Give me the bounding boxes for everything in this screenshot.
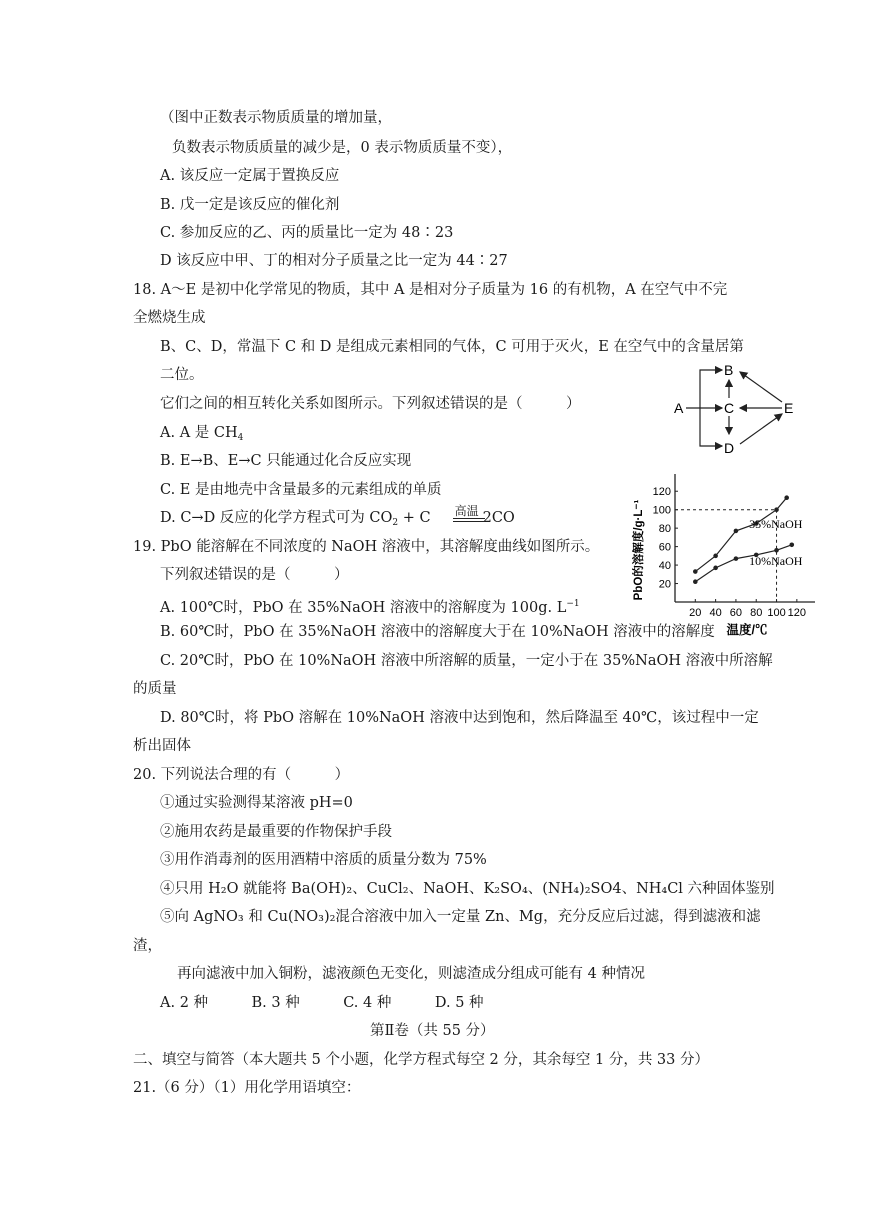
q19-stem-line1: 19. PbO 能溶解在不同浓度的 NaOH 溶液中，其溶解度曲线如图所示。 xyxy=(133,539,600,555)
chart-data-point xyxy=(713,554,718,559)
q18-stem-line1: 18. A～E 是初中化学常见的物质，其中 A 是相对分子质量为 16 的有机物，A 在空气中不完 xyxy=(133,282,728,298)
chart-data-point xyxy=(784,495,789,500)
solubility-chart xyxy=(625,470,825,640)
q20-stem: 20. 下列说法合理的有（ ） xyxy=(133,767,350,783)
arrow-a-to-b xyxy=(700,370,722,408)
chart-series-label: 10%NaOH xyxy=(749,554,803,569)
q19-option-c-line1: C. 20℃时，PbO 在 10%NaOH 溶液中所溶解的质量，一定小于在 35%NaOH 溶液中所溶解 xyxy=(160,653,773,669)
chart-data-point xyxy=(734,529,739,534)
q20-statement-2: ②施用农药是最重要的作物保护手段 xyxy=(160,824,392,840)
q19-option-b: B. 60℃时，PbO 在 35%NaOH 溶液中的溶解度大于在 10%NaOH 溶液中的溶解度 xyxy=(160,624,715,640)
q17-note-line1: （图中正数表示物质质量的增加量， xyxy=(160,110,392,126)
q18-condition-label: 高温 xyxy=(454,504,479,518)
chart-x-tick-label: 100 xyxy=(767,607,786,619)
q20-statement-5-line2: 渣， xyxy=(133,938,162,954)
chart-data-point xyxy=(789,542,794,547)
chart-x-tick-label: 80 xyxy=(750,607,763,619)
q19-option-d-line1: D. 80℃时，将 PbO 溶解在 10%NaOH 溶液中达到饱和，然后降温至 40℃，该过程中一定 xyxy=(160,710,759,726)
q19-option-a xyxy=(160,594,580,618)
q18-option-d xyxy=(160,504,515,533)
q18-stem-line2: 全燃烧生成 xyxy=(133,310,206,326)
q20-statement-5-line1: ⑤向 AgNO₃ 和 Cu(NO₃)₂混合溶液中加入一定量 Zn、Mg，充分反应后过滤，得到滤液和滤 xyxy=(160,909,761,925)
diagram-node-c: C xyxy=(724,400,735,416)
q18-option-d-mid: + C xyxy=(398,510,431,526)
chart-data-point xyxy=(734,556,739,561)
chart-y-tick-label: 120 xyxy=(652,486,671,499)
chart-series-label: 35%NaOH xyxy=(749,517,803,532)
q17-note-line2: 负数表示物质质量的减少是，0 表示物质质量不变）， xyxy=(172,140,513,156)
chart-x-tick-label: 60 xyxy=(729,607,743,619)
q18-option-a xyxy=(160,423,243,448)
chart-x-tick-label: 40 xyxy=(709,607,722,619)
chart-data-point xyxy=(713,566,718,571)
diagram-node-d: D xyxy=(724,440,735,456)
q20-statement-5-line3: 再向滤液中加入铜粉，滤液颜色无变化，则滤渣成分组成可能有 4 种情况 xyxy=(177,966,645,982)
diagram-node-e: E xyxy=(784,400,794,416)
part2-title: 第Ⅱ卷（共 55 分） xyxy=(370,1023,495,1039)
q18-option-b: B. E→B、E→C 只能通过化合反应实现 xyxy=(160,453,412,469)
q17-option-d: D 该反应中甲、丁的相对分子质量之比一定为 44∶27 xyxy=(160,253,508,269)
chart-y-axis-label: PbO的溶解度/g·L⁻¹ xyxy=(633,499,645,601)
q18-option-d-sub: 2 xyxy=(392,518,399,528)
q18-option-d-text: D. C→D 反应的化学方程式可为 CO xyxy=(160,510,393,526)
q18-option-d-post: 2CO xyxy=(482,510,515,526)
arrow-a-to-d xyxy=(700,408,722,446)
chart-y-tick-label: 80 xyxy=(658,523,671,536)
chart-x-tick-label: 120 xyxy=(787,607,807,619)
q18-condition-equals-top xyxy=(453,518,485,519)
chart-data-point xyxy=(774,507,779,512)
chart-data-point xyxy=(774,548,779,553)
q18-condition-equals-bottom xyxy=(453,521,485,522)
chart-data-point xyxy=(693,579,698,584)
q17-option-a: A. 该反应一定属于置换反应 xyxy=(160,168,340,184)
q18-stem-line3: B、C、D，常温下 C 和 D 是组成元素相同的气体，C 可用于灭火，E 在空气中的含量居第 xyxy=(160,339,744,355)
arrow-e-to-b xyxy=(740,372,782,402)
diagram-node-b: B xyxy=(724,362,734,378)
arrow-d-to-e xyxy=(740,414,782,444)
chart-x-axis-label: 温度/℃ xyxy=(726,623,768,637)
chart-y-tick-label: 100 xyxy=(652,504,671,517)
q18-option-a-text: A. A 是 CH xyxy=(160,425,238,441)
chart-x-tick-label: 20 xyxy=(689,607,702,619)
q19-option-a-sup: −1 xyxy=(566,599,580,609)
q21-stem: 21.（6 分）（1）用化学用语填空： xyxy=(133,1080,361,1096)
q20-statement-1: ①通过实验测得某溶液 pH=0 xyxy=(160,795,353,811)
q17-option-b: B. 戊一定是该反应的催化剂 xyxy=(160,197,340,213)
chart-data-point xyxy=(693,569,698,574)
q19-stem-line2: 下列叙述错误的是（ ） xyxy=(160,567,349,583)
q18-option-c: C. E 是由地壳中含量最多的元素组成的单质 xyxy=(160,482,442,498)
chart-y-tick-label: 60 xyxy=(658,541,671,554)
section2-heading: 二、填空与简答（本大题共 5 个小题，化学方程式每空 2 分，其余每空 1 分，共 33 分） xyxy=(133,1052,709,1068)
chart-y-tick-label: 20 xyxy=(658,578,671,591)
q18-stem-line5: 它们之间的相互转化关系如图所示。下列叙述错误的是（ ） xyxy=(160,396,581,412)
q20-options: A. 2 种 B. 3 种 C. 4 种 D. 5 种 xyxy=(160,995,484,1011)
q19-option-c-line2: 的质量 xyxy=(133,681,177,697)
chart-y-tick-label: 40 xyxy=(658,560,671,573)
q18-conversion-diagram xyxy=(660,358,810,458)
q20-statement-3: ③用作消毒剂的医用酒精中溶质的质量分数为 75% xyxy=(160,852,487,868)
q18-option-a-sub: 4 xyxy=(237,433,244,443)
q20-statement-4: ④只用 H₂O 就能将 Ba(OH)₂、CuCl₂、NaOH、K₂SO₄、(NH₄)₂SO4、NH₄Cl 六种固体鉴别 xyxy=(160,881,775,897)
diagram-node-a: A xyxy=(674,400,684,416)
q17-option-c: C. 参加反应的乙、丙的质量比一定为 48∶23 xyxy=(160,225,454,241)
q18-stem-line4: 二位。 xyxy=(160,367,204,383)
q19-option-d-line2: 析出固体 xyxy=(133,738,191,754)
q19-option-a-text: A. 100℃时，PbO 在 35%NaOH 溶液中的溶解度为 100g. L xyxy=(160,600,567,616)
q18-reaction-condition xyxy=(454,504,483,528)
